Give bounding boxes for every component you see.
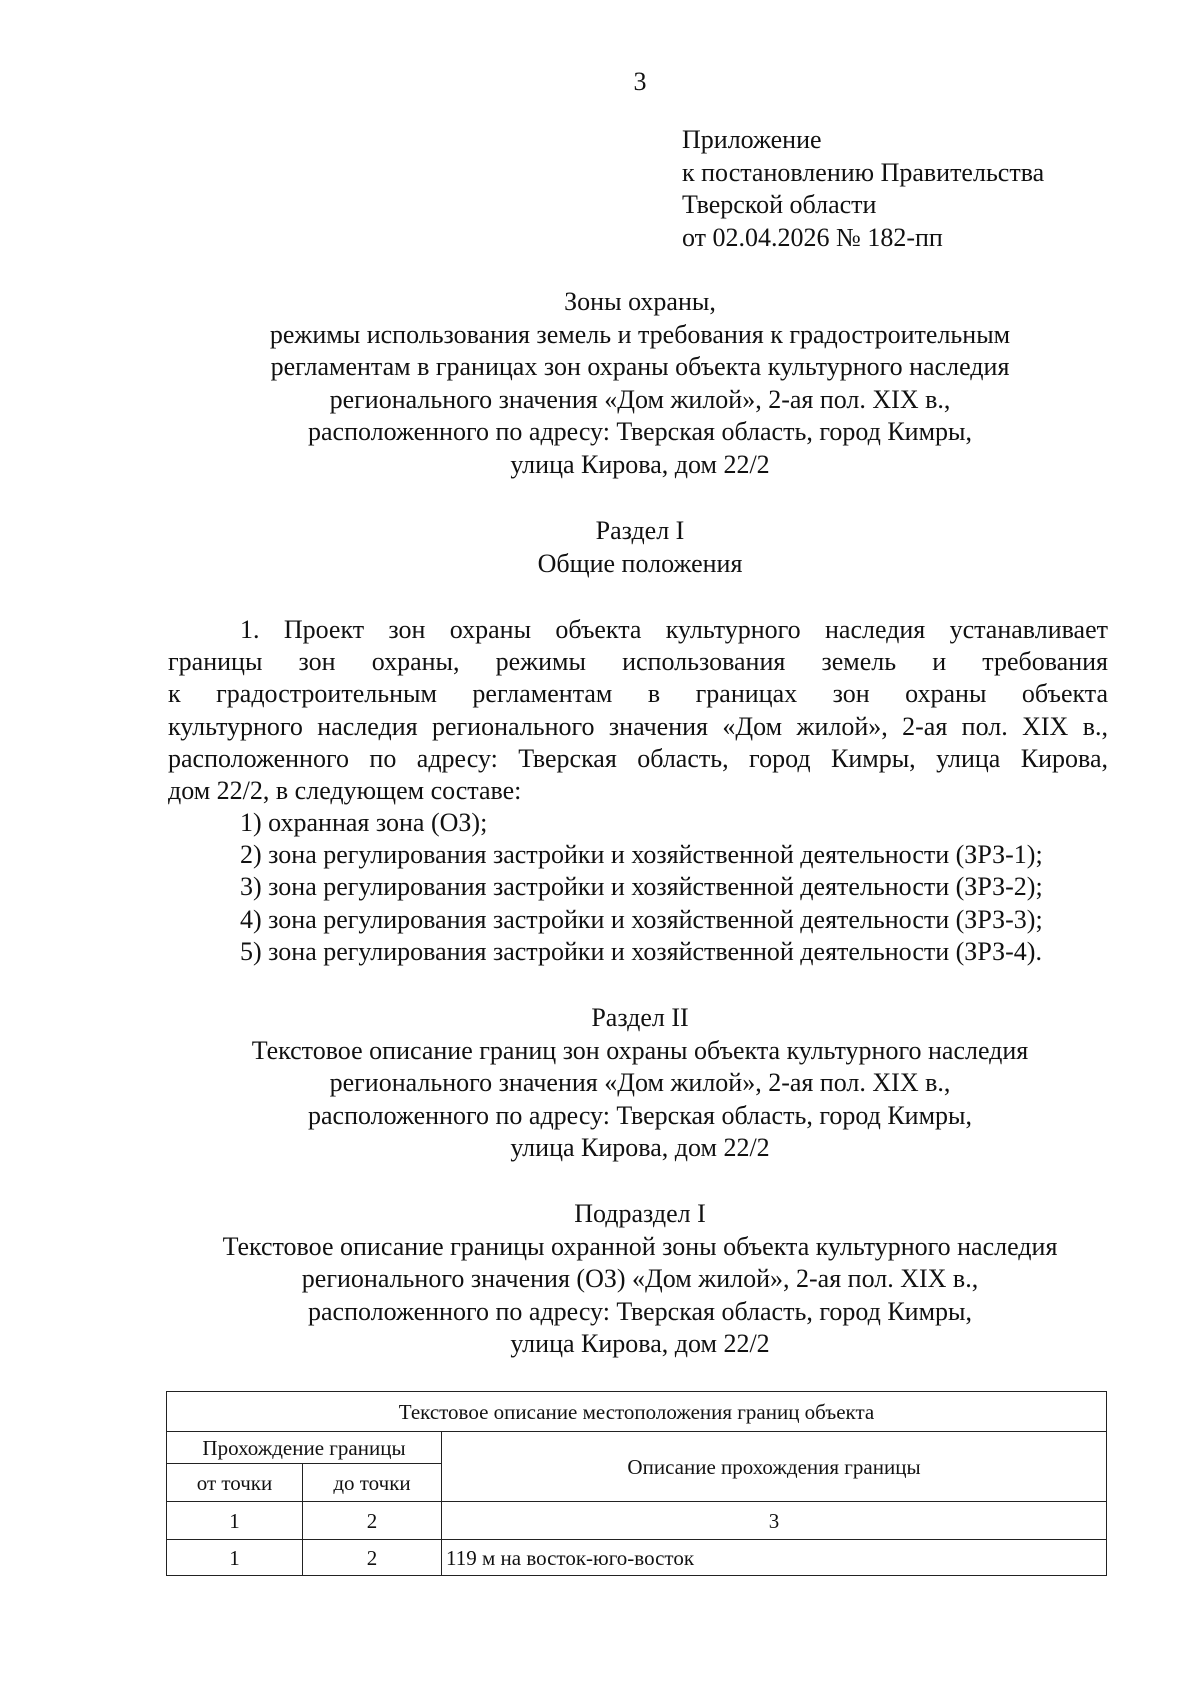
- table-caption: Текстовое описание местоположения границ объекта: [167, 1392, 1107, 1432]
- paragraph-line: границы зон охраны, режимы использования земель и требования: [168, 647, 1108, 677]
- subsection-title-line: Текстовое описание границы охранной зоны объекта культурного наследия: [222, 1231, 1058, 1261]
- title-line: регионального значения «Дом жилой», 2-ая пол. XIX в.,: [329, 384, 951, 414]
- table-header-to: до точки: [303, 1464, 442, 1502]
- list-item: 3) зона регулирования застройки и хозяйственной деятельности (ЗРЗ-2);: [240, 872, 1043, 902]
- subsection-title-line: расположенного по адресу: Тверская область, город Кимры,: [308, 1296, 972, 1326]
- table-header-from: от точки: [167, 1464, 303, 1502]
- title-line: регламентам в границах зон охраны объекта культурного наследия: [270, 352, 1010, 381]
- list-item: 5) зона регулирования застройки и хозяйственной деятельности (ЗРЗ-4).: [240, 936, 1042, 966]
- title-line: Зоны охраны,: [564, 287, 716, 316]
- appendix-block: [682, 124, 1044, 254]
- document-title: [160, 286, 1120, 481]
- appendix-date-number: от 02.04.2026 № 182-пп: [682, 222, 943, 252]
- appendix-line: Приложение: [682, 125, 822, 154]
- title-line: расположенного по адресу: Тверская область, город Кимры,: [308, 417, 972, 446]
- zone-list: [240, 807, 1043, 968]
- subsection1-heading: [160, 1198, 1120, 1361]
- table-cell-description: 119 м на восток-юго-восток: [442, 1540, 1107, 1576]
- table-cell-from: 1: [167, 1540, 303, 1576]
- list-item: 2) зона регулирования застройки и хозяйственной деятельности (ЗРЗ-1);: [240, 840, 1043, 870]
- table-group-header: Прохождение границы: [167, 1432, 442, 1464]
- table-row: [167, 1540, 1107, 1576]
- section-title-line: регионального значения «Дом жилой», 2-ая пол. XIX в.,: [329, 1068, 951, 1097]
- title-line: улица Кирова, дом 22/2: [510, 449, 770, 479]
- list-item: 1) охранная зона (ОЗ);: [240, 808, 488, 837]
- page-number: 3: [633, 67, 647, 96]
- appendix-line: к постановлению Правительства: [682, 157, 1045, 187]
- table-header-description: Описание прохождения границы: [442, 1432, 1107, 1502]
- paragraph-line: 1. Проект зон охраны объекта культурного наследия устанавливает: [240, 615, 1108, 644]
- table-cell: 1: [167, 1502, 303, 1540]
- table-numbering-row: [167, 1502, 1107, 1540]
- subsection-title-line: регионального значения (ОЗ) «Дом жилой», 2-ая пол. XIX в.,: [301, 1264, 979, 1293]
- paragraph-line: к градостроительным регламентам в границах зон охраны объекта: [168, 679, 1108, 709]
- boundary-table: [166, 1391, 1107, 1576]
- section2-heading: [160, 1002, 1120, 1165]
- paragraph-line: дом 22/2, в следующем составе:: [168, 776, 522, 806]
- section-label: Раздел I: [595, 516, 685, 545]
- paragraph-line: культурного наследия регионального значения «Дом жилой», 2-ая пол. XIX в.,: [168, 711, 1108, 741]
- table-cell: 2: [303, 1502, 442, 1540]
- section-title-line: расположенного по адресу: Тверская область, город Кимры,: [308, 1100, 972, 1130]
- subsection-title-line: улица Кирова, дом 22/2: [510, 1329, 770, 1358]
- subsection-label: Подраздел I: [574, 1199, 706, 1228]
- section-title-line: Текстовое описание границ зон охраны объекта культурного наследия: [251, 1035, 1029, 1065]
- list-item: 4) зона регулирования застройки и хозяйственной деятельности (ЗРЗ-3);: [240, 904, 1043, 934]
- paragraph-line: расположенного по адресу: Тверская область, город Кимры, улица Кирова,: [168, 743, 1108, 773]
- table-cell-to: 2: [303, 1540, 442, 1576]
- title-line: режимы использования земель и требования к градостроительным: [269, 319, 1011, 349]
- appendix-line: Тверской области: [682, 190, 877, 219]
- section-title-line: улица Кирова, дом 22/2: [510, 1133, 770, 1162]
- section1-heading: [160, 515, 1120, 580]
- section1-paragraph: [168, 614, 1108, 807]
- section-title: Общие положения: [537, 548, 743, 578]
- table-cell: 3: [442, 1502, 1107, 1540]
- section-label: Раздел II: [591, 1003, 689, 1032]
